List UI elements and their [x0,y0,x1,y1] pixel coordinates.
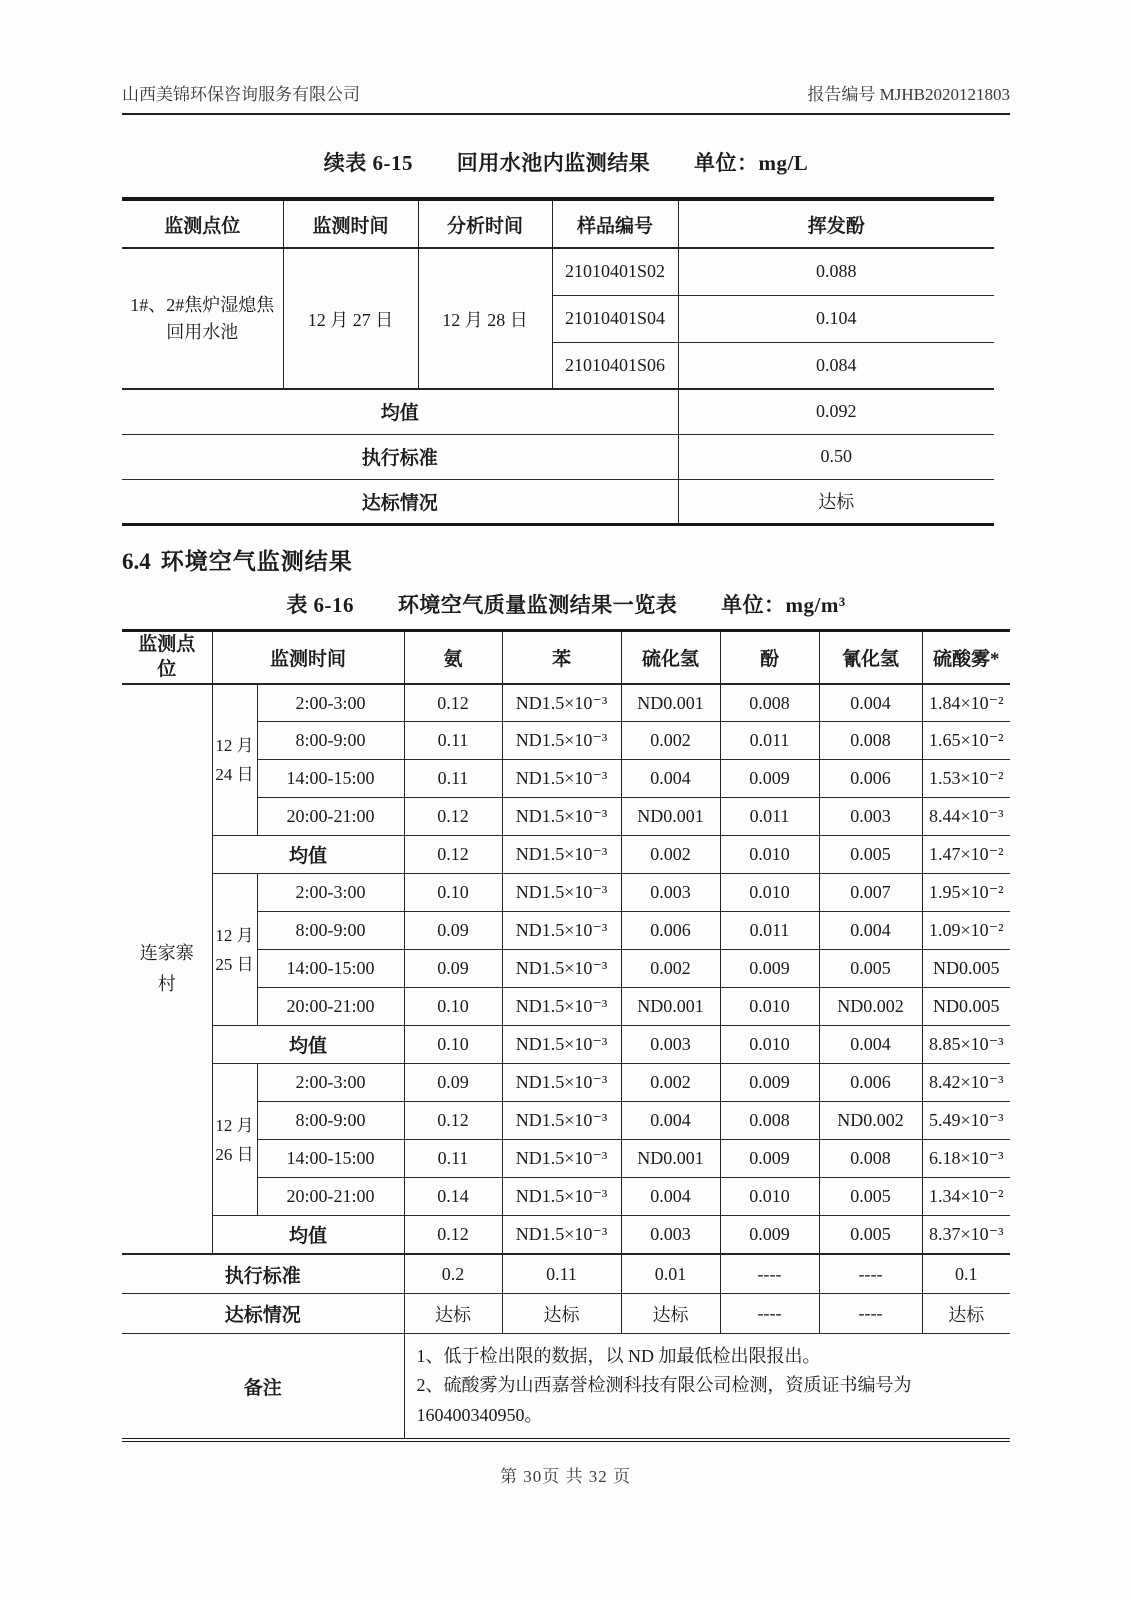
t15-sample-id: 21010401S06 [552,342,678,389]
t16-compliance-label: 达标情况 [122,1294,404,1334]
page-number: 第 30页 共 32 页 [500,1467,631,1486]
t16-value: ND1.5×10⁻³ [502,722,621,760]
table-6-15 [122,197,994,526]
t15-sample-id: 21010401S02 [552,248,678,295]
t16-standard-label: 执行标准 [122,1254,404,1294]
table-row [122,248,994,295]
t16-col-phenol: 酚 [720,630,819,684]
t16-mean-row [122,836,1010,874]
t15-site-cell [122,248,283,389]
t16-mean-label: 均值 [212,1216,404,1254]
t15-col-analysis-time: 分析时间 [418,199,552,248]
t16-value: 0.010 [720,874,819,912]
table-6-16-caption [122,589,1010,619]
t15-sample-value: 0.104 [678,295,994,342]
table-6-15-caption-title: 回用水池内监测结果 [456,151,651,175]
t16-value: 0.12 [404,684,502,722]
page-content [122,0,1010,1442]
t15-sample-id: 21010401S04 [552,295,678,342]
t16-time: 8:00-9:00 [257,1102,404,1140]
t16-value: 0.006 [819,1064,922,1102]
t16-mean-value: 0.12 [404,836,502,874]
t16-mean-value: 0.004 [819,1026,922,1064]
t15-monitor-date: 12 月 27 日 [283,248,418,389]
t16-value: 0.002 [621,1064,720,1102]
t16-value: ND1.5×10⁻³ [502,798,621,836]
t16-time: 2:00-3:00 [257,684,404,722]
t16-value: 0.009 [720,950,819,988]
t16-time: 2:00-3:00 [257,874,404,912]
t16-value: ND1.5×10⁻³ [502,988,621,1026]
t16-remark-row [122,1334,1010,1440]
t16-value: ND0.002 [819,1102,922,1140]
report-number: 报告编号 MJHB2020121803 [807,85,1010,104]
t16-date-dec24: 12 月 24 日 [212,684,257,836]
t16-value: 0.12 [404,798,502,836]
t16-site-cell [122,684,212,1254]
t16-value: 0.009 [720,760,819,798]
t16-mean-value: 8.37×10⁻³ [922,1216,1010,1254]
t16-mean-value: 0.10 [404,1026,502,1064]
t16-time: 14:00-15:00 [257,950,404,988]
t16-value: ND0.002 [819,988,922,1026]
t16-mean-value: 1.47×10⁻² [922,836,1010,874]
running-header [122,0,1010,115]
t16-mean-value: 0.009 [720,1216,819,1254]
t16-compliance-value: 达标 [502,1294,621,1334]
t16-remark-label: 备注 [122,1334,404,1440]
t16-value: 0.003 [621,874,720,912]
t15-analysis-date: 12 月 28 日 [418,248,552,389]
t16-value: 1.65×10⁻² [922,722,1010,760]
section-heading [122,543,1010,576]
t16-value: 0.10 [404,988,502,1026]
t16-value: 1.34×10⁻² [922,1178,1010,1216]
t16-value: 0.11 [404,722,502,760]
company-name: 山西美锦环保咨询服务有限公司 [122,85,360,104]
t16-remark-line-1: 1、低于检出限的数据，以 ND 加最低检出限报出。 [416,1346,821,1367]
t16-standard-value: 0.2 [404,1254,502,1294]
t16-value: 0.14 [404,1178,502,1216]
t15-compliance-row [122,479,994,524]
table-row [122,1064,1010,1102]
t16-col-hydrogen-cyanide: 氰化氢 [819,630,922,684]
t16-value: ND1.5×10⁻³ [502,874,621,912]
t16-compliance-row [122,1294,1010,1334]
t16-col-monitor-time: 监测时间 [212,630,404,684]
t16-mean-value: 0.003 [621,1026,720,1064]
t16-value: 0.12 [404,1102,502,1140]
t15-mean-label: 均值 [122,389,678,434]
t15-sample-value: 0.084 [678,342,994,389]
t16-value: 1.53×10⁻² [922,760,1010,798]
t16-standard-value: ---- [720,1254,819,1294]
t16-compliance-value: 达标 [621,1294,720,1334]
t16-col-ammonia: 氨 [404,630,502,684]
table-6-15-caption-unit: 单位：mg/L [693,151,809,175]
t16-value: 0.004 [621,1178,720,1216]
t15-site-text: 1#、2#焦炉湿熄焦回用水池 [130,295,275,342]
t16-value: ND1.5×10⁻³ [502,684,621,722]
t16-mean-value: 8.85×10⁻³ [922,1026,1010,1064]
t15-col-monitor-point: 监测点位 [122,199,283,248]
t16-remark-line-2: 2、硫酸雾为山西嘉誉检测科技有限公司检测，资质证书编号为 160400340950。 [416,1375,912,1425]
t16-value: 8.42×10⁻³ [922,1064,1010,1102]
t16-standard-value: 0.11 [502,1254,621,1294]
table-6-15-header-row [122,199,994,248]
t16-col-benzene: 苯 [502,630,621,684]
t16-value: 0.004 [819,912,922,950]
t16-value: 0.007 [819,874,922,912]
t15-col-monitor-time: 监测时间 [283,199,418,248]
t16-value: 8.44×10⁻³ [922,798,1010,836]
t16-value: 1.84×10⁻² [922,684,1010,722]
t15-compliance-label: 达标情况 [122,479,678,524]
t16-value: 0.009 [720,1064,819,1102]
t16-value: 0.005 [819,1178,922,1216]
t16-value: 0.11 [404,1140,502,1178]
t16-value: 0.008 [819,722,922,760]
t16-value: 0.09 [404,1064,502,1102]
t16-value: 0.011 [720,722,819,760]
t16-standard-value: 0.1 [922,1254,1010,1294]
t16-mean-value: 0.003 [621,1216,720,1254]
t15-sample-value: 0.088 [678,248,994,295]
t16-col-sulfuric-acid-mist: 硫酸雾* [922,630,1010,684]
table-6-16 [122,629,1010,1442]
t16-value: 1.95×10⁻² [922,874,1010,912]
t16-value: ND0.001 [621,798,720,836]
t16-value: 0.009 [720,1140,819,1178]
t16-time: 14:00-15:00 [257,760,404,798]
t16-date-dec25: 12 月 25 日 [212,874,257,1026]
t16-col-monitor-point-text: 监测点位 [138,633,196,681]
t16-date-dec26: 12 月 26 日 [212,1064,257,1216]
table-6-15-caption-prefix: 续表 6-15 [323,151,413,175]
t16-standard-value: ---- [819,1254,922,1294]
t16-value: ND1.5×10⁻³ [502,1064,621,1102]
table-row [122,874,1010,912]
table-6-16-header-row [122,630,1010,684]
t16-time: 20:00-21:00 [257,798,404,836]
t16-mean-value: ND1.5×10⁻³ [502,836,621,874]
t16-value: ND1.5×10⁻³ [502,950,621,988]
t15-col-volatile-phenol: 挥发酚 [678,199,994,248]
t16-value: 0.004 [621,760,720,798]
t16-col-hydrogen-sulfide: 硫化氢 [621,630,720,684]
t16-value: 0.008 [720,684,819,722]
t16-value: ND1.5×10⁻³ [502,912,621,950]
t16-value: ND0.005 [922,950,1010,988]
t16-value: ND1.5×10⁻³ [502,1178,621,1216]
t15-mean-row [122,389,994,434]
t16-value: 0.006 [819,760,922,798]
t16-mean-value: ND1.5×10⁻³ [502,1026,621,1064]
t16-mean-value: 0.002 [621,836,720,874]
t16-value: 6.18×10⁻³ [922,1140,1010,1178]
t16-value: ND1.5×10⁻³ [502,1140,621,1178]
t16-standard-value: 0.01 [621,1254,720,1294]
table-row [122,684,1010,722]
t16-value: 0.11 [404,760,502,798]
t16-mean-value: ND1.5×10⁻³ [502,1216,621,1254]
t16-value: 0.09 [404,950,502,988]
t16-value: 0.004 [819,684,922,722]
t16-standard-row [122,1254,1010,1294]
table-6-15-caption [122,147,1010,177]
t16-mean-label: 均值 [212,1026,404,1064]
t16-value: 0.006 [621,912,720,950]
t16-value: 0.09 [404,912,502,950]
t15-mean-value: 0.092 [678,389,994,434]
section-title: 环境空气监测结果 [160,548,353,574]
t16-value: 0.008 [720,1102,819,1140]
section-number: 6.4 [122,548,151,574]
t15-compliance-value: 达标 [678,479,994,524]
t16-mean-value: 0.005 [819,836,922,874]
t15-standard-row [122,434,994,479]
t16-time: 20:00-21:00 [257,988,404,1026]
t15-standard-label: 执行标准 [122,434,678,479]
t16-value: 0.005 [819,950,922,988]
t16-mean-value: 0.010 [720,1026,819,1064]
t16-value: ND1.5×10⁻³ [502,1102,621,1140]
t16-mean-row [122,1216,1010,1254]
t16-value: 0.011 [720,912,819,950]
t16-value: ND0.001 [621,988,720,1026]
t16-time: 8:00-9:00 [257,722,404,760]
t16-mean-row [122,1026,1010,1064]
t16-value: 0.003 [819,798,922,836]
t16-col-monitor-point [122,630,212,684]
t16-value: ND0.001 [621,684,720,722]
t16-value: ND1.5×10⁻³ [502,760,621,798]
t16-value: 5.49×10⁻³ [922,1102,1010,1140]
table-6-16-caption-unit: 单位：mg/m³ [721,592,846,617]
t16-value: ND0.001 [621,1140,720,1178]
t16-mean-value: 0.005 [819,1216,922,1254]
t16-value: 0.004 [621,1102,720,1140]
t16-time: 8:00-9:00 [257,912,404,950]
t16-site-text: 连家寨村 [139,943,194,994]
t16-mean-label: 均值 [212,836,404,874]
t16-value: 0.011 [720,798,819,836]
t16-mean-value: 0.010 [720,836,819,874]
t16-compliance-value: 达标 [922,1294,1010,1334]
t16-value: 0.002 [621,722,720,760]
t16-remark-content [404,1334,1010,1440]
table-6-16-caption-prefix: 表 6-16 [286,592,355,617]
t16-value: 0.010 [720,1178,819,1216]
table-6-16-caption-title: 环境空气质量监测结果一览表 [397,592,678,617]
t16-value: 1.09×10⁻² [922,912,1010,950]
t16-compliance-value: ---- [720,1294,819,1334]
t16-value: 0.010 [720,988,819,1026]
t15-standard-value: 0.50 [678,434,994,479]
t15-col-sample-no: 样品编号 [552,199,678,248]
t16-value: 0.008 [819,1140,922,1178]
t16-compliance-value: ---- [819,1294,922,1334]
t16-value: 0.002 [621,950,720,988]
t16-time: 14:00-15:00 [257,1140,404,1178]
t16-value: 0.10 [404,874,502,912]
t16-value: ND0.005 [922,988,1010,1026]
t16-compliance-value: 达标 [404,1294,502,1334]
t16-time: 20:00-21:00 [257,1178,404,1216]
t16-time: 2:00-3:00 [257,1064,404,1102]
t16-mean-value: 0.12 [404,1216,502,1254]
